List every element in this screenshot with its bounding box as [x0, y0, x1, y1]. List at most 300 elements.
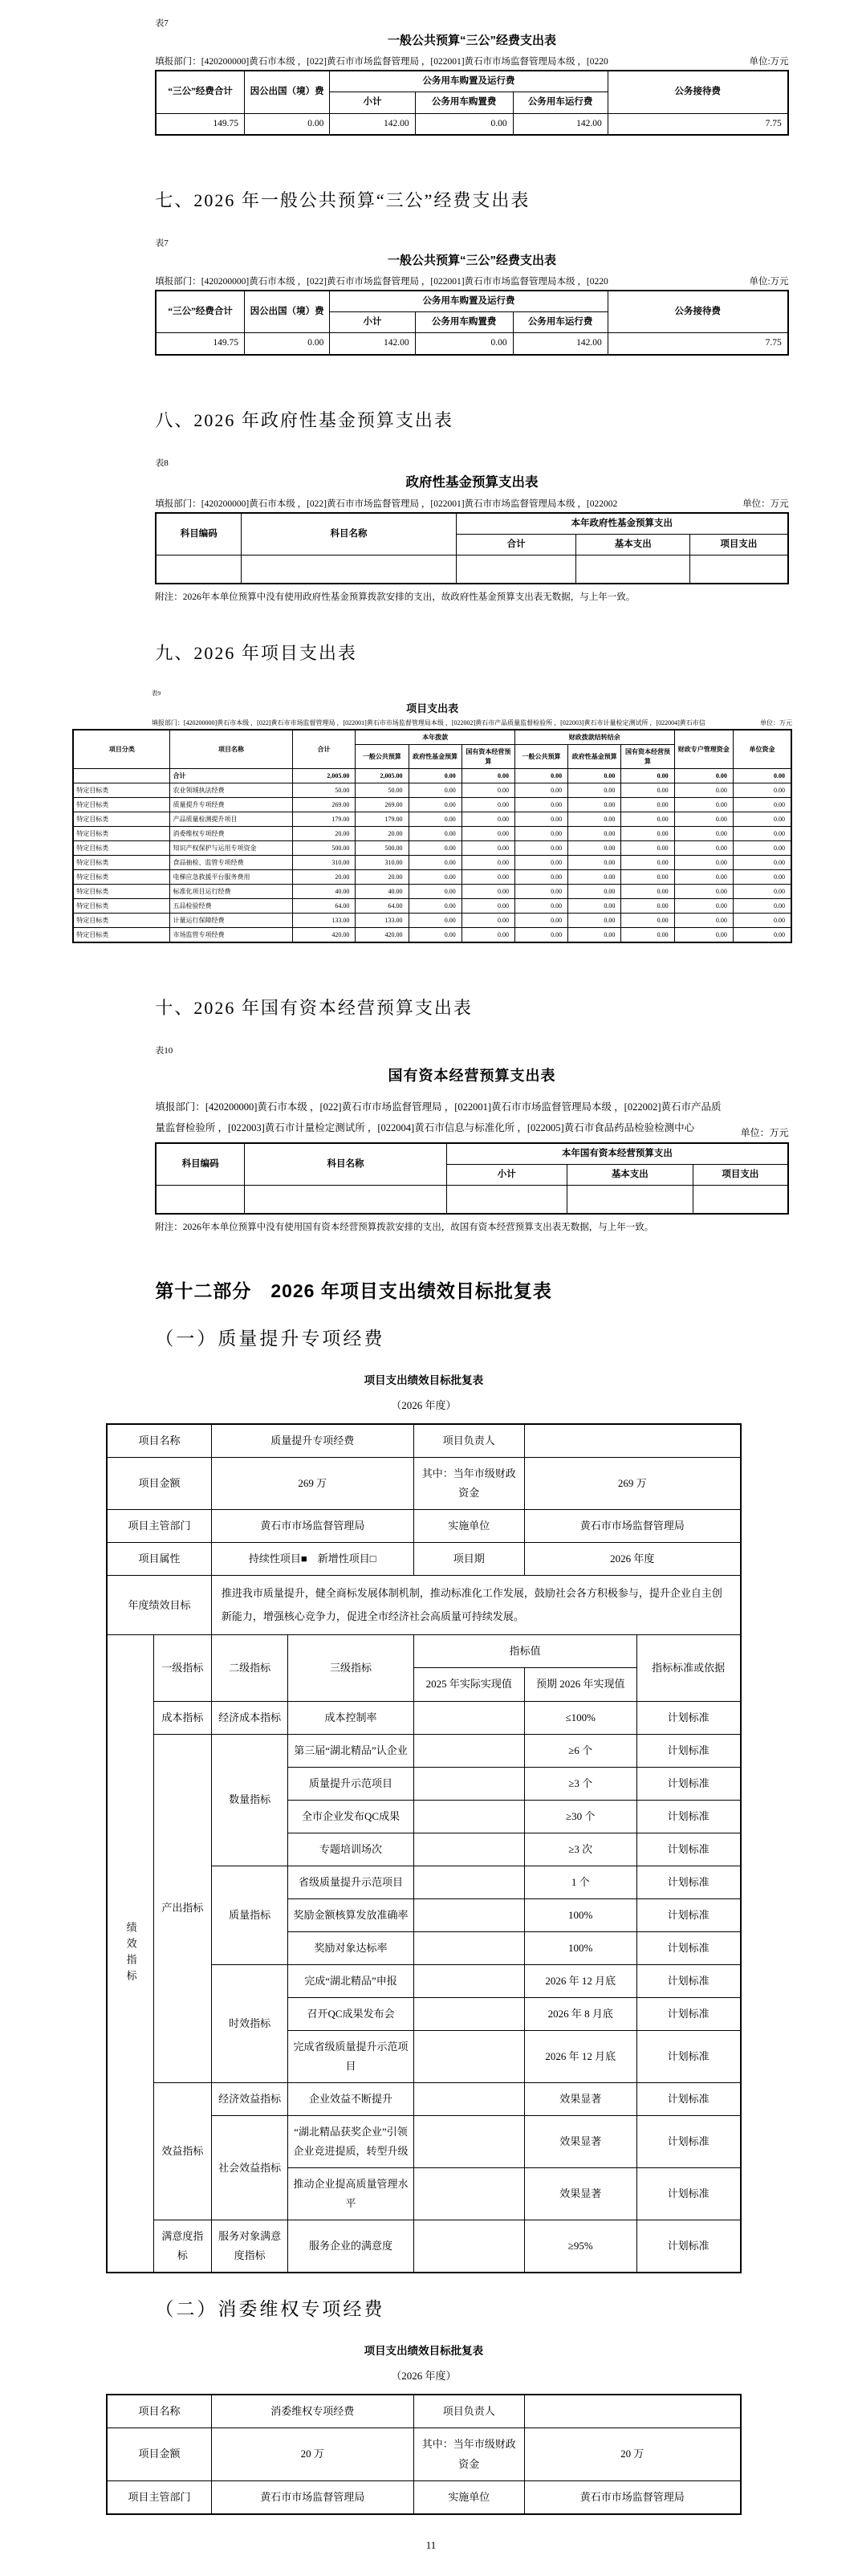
table-cell: 0.00 [514, 928, 567, 943]
section-performance-quality [106, 1371, 742, 2273]
table-cell: 计划标准 [636, 2220, 741, 2273]
table-header-cell: 一般公共预算 [514, 745, 567, 769]
table-cell: 项目属性 [107, 1543, 211, 1576]
table-row [107, 1424, 741, 1458]
table-cell: 0.00 [409, 798, 461, 812]
table-cell: 经济效益指标 [211, 2083, 288, 2116]
table-row [73, 841, 791, 856]
table-cell: 0.00 [733, 899, 791, 914]
table-cell: 消委维权专项经费 [170, 827, 292, 841]
table-cell: 0.00 [461, 928, 514, 943]
table-row [73, 928, 791, 943]
table-cell: 预期 2026 年实现值 [524, 1668, 636, 1701]
table-cell: 计划标准 [636, 1767, 741, 1800]
table10-footnote: 附注：2026年本单位预算中没有使用国有资本经营预算拨款安排的支出，故国有资本经营预算支出表无数据，与上年一致。 [155, 1223, 654, 1232]
table-cell: 持续性项目■ 新增性项目□ [211, 1543, 413, 1576]
table-cell: 0.00 [621, 783, 674, 798]
table-cell: 一级指标 [154, 1635, 212, 1701]
table-cell: 0.00 [674, 914, 733, 928]
table-cell: 三级指标 [288, 1635, 413, 1701]
table-cell: 0.00 [674, 870, 733, 885]
table-cell: 0.00 [461, 870, 514, 885]
table-cell: 50.00 [356, 783, 409, 798]
table-cell: 特定目标类 [73, 812, 170, 827]
unit-label: 单位：万元 [742, 499, 789, 509]
table-cell: 0.00 [621, 870, 674, 885]
table-cell: 0.00 [409, 870, 461, 885]
table-cell: 全市企业发布QC成果 [288, 1800, 413, 1833]
table-header-cell: 政府性基金预算 [409, 745, 461, 769]
table-row [107, 1701, 741, 1734]
table-cell: 0.00 [733, 885, 791, 899]
section-state-capital [155, 1044, 788, 1233]
table-cell: 奖励对象达标率 [288, 1931, 413, 1964]
table-row [107, 1576, 741, 1635]
section-project-expense [72, 689, 792, 943]
table-cell: 142.00 [330, 333, 415, 355]
table-header-cell: 科目名称 [242, 513, 457, 555]
table-cell: 0.00 [621, 827, 674, 841]
table-cell: 0.00 [514, 841, 567, 856]
table-cell: 特定目标类 [73, 914, 170, 928]
table-cell: 产品质量检测提升项目 [170, 812, 292, 827]
table-header-cell: 一般公共预算 [356, 745, 409, 769]
table-cell [156, 1186, 244, 1215]
table-row [156, 71, 787, 92]
heading-section-7: 七、2026 年一般公共预算“三公”经费支出表 [155, 189, 531, 210]
table-cell [413, 1734, 524, 1767]
table-cell: 0.00 [461, 885, 514, 899]
table-header-cell: 小计 [330, 92, 415, 113]
table-row [73, 769, 791, 783]
table-cell: 0.00 [409, 812, 461, 827]
table-cell: 0.00 [409, 899, 461, 914]
table-cell: 64.00 [356, 899, 409, 914]
table-cell [413, 1866, 524, 1898]
table-cell: 0.00 [733, 870, 791, 885]
table-cell [413, 2083, 524, 2116]
table-cell: 特定目标类 [73, 870, 170, 885]
table-cell: 310.00 [356, 856, 409, 870]
table-cell [156, 555, 241, 584]
table7-tag: 表7 [155, 18, 169, 28]
table-row [73, 827, 791, 841]
table-cell: 0.00 [461, 812, 514, 827]
unit-label: 单位：万元 [759, 719, 792, 726]
table-cell: 实施单位 [413, 1510, 524, 1543]
table-cell: 效果显著 [524, 2083, 636, 2116]
table-header-cell: 公务接待费 [608, 291, 787, 333]
table-cell: 成本指标 [154, 1701, 212, 1734]
table-cell: 项目主管部门 [107, 2480, 211, 2514]
dept-line: 填报部门：[420200000]黄石市本级 ，[022]黄石市市场监督管理局 ，[022001]黄石市市场监督管理局本级 ，[022002 [155, 499, 618, 509]
table-cell: 500.00 [356, 841, 409, 856]
table-header-cell: 政府性基金预算 [568, 745, 621, 769]
table-cell: 0.00 [514, 769, 567, 783]
table-header-cell: 本年国有资本经营预算支出 [446, 1143, 787, 1165]
table-cell: 合计 [170, 769, 292, 783]
performance-target-table-quality [106, 1423, 742, 2273]
table-cell: 计划标准 [636, 1734, 741, 1767]
table-cell [413, 1701, 524, 1734]
table-cell: 0.00 [674, 812, 733, 827]
table-row [156, 1186, 787, 1215]
performance-table-year: （2026 年度） [391, 2370, 457, 2383]
table9-tag: 表9 [151, 690, 161, 697]
table-cell: 64.00 [292, 899, 356, 914]
table-header-cell: 本年政府性基金预算支出 [456, 513, 787, 535]
table-cell: 0.00 [568, 885, 621, 899]
table-cell: 0.00 [621, 914, 674, 928]
table-header-cell: 公务用车购置及运行费 [330, 71, 608, 92]
performance-table-title: 项目支出绩效目标批复表 [364, 1374, 484, 1386]
table-cell: 项目负责人 [413, 2395, 524, 2428]
table-cell: 0.00 [461, 798, 514, 812]
table-cell: 2026 年 12 月底 [524, 1964, 636, 1997]
table-cell: 20.00 [356, 870, 409, 885]
table-cell: 0.00 [568, 841, 621, 856]
table-cell: 0.00 [621, 885, 674, 899]
table-cell: 269.00 [356, 798, 409, 812]
table-cell: 0.00 [514, 812, 567, 827]
table-row [73, 914, 791, 928]
heading-section-10: 十、2026 年国有资本经营预算支出表 [155, 998, 473, 1018]
table-cell: 0.00 [409, 928, 461, 943]
table-cell: 500.00 [292, 841, 356, 856]
table-cell: 质量提升示范项目 [288, 1767, 413, 1800]
table-header-cell: 科目编码 [156, 513, 241, 555]
table-cell: 计量运行保障经费 [170, 914, 292, 928]
table-cell: 0.00 [514, 885, 567, 899]
table7-tag: 表7 [155, 238, 169, 248]
table-cell: 0.00 [674, 841, 733, 856]
table-cell: 2026 年 12 月底 [524, 2030, 636, 2082]
table-cell: 7.75 [608, 113, 787, 135]
table-cell: 黄石市市场监督管理局 [524, 2480, 740, 2514]
table-cell: 20 万 [524, 2428, 740, 2480]
table-header-cell: 因公出国（境）费 [245, 71, 330, 113]
table7-title: 一般公共预算“三公”经费支出表 [387, 34, 556, 47]
table-cell: 企业效益不断提升 [288, 2083, 413, 2116]
table-cell [413, 1931, 524, 1964]
performance-target-table-consumer [106, 2394, 742, 2514]
table-header-cell: 合计 [292, 730, 356, 769]
table7-meta [155, 55, 788, 67]
table-row [73, 885, 791, 899]
table-cell: 专题培训场次 [288, 1833, 413, 1866]
table-cell: 黄石市市场监督管理局 [524, 1510, 740, 1543]
table-header-cell: 公务接待费 [608, 71, 787, 113]
table-row [107, 1510, 741, 1543]
page-number: 11 [425, 2538, 437, 2551]
table-cell: 指标值 [413, 1635, 636, 1668]
table-cell: 0.00 [674, 769, 733, 783]
table-cell: 经济成本指标 [211, 1701, 288, 1734]
table-cell: 142.00 [513, 333, 608, 355]
performance-table-year: （2026 年度） [391, 1399, 457, 1411]
table-cell: 0.00 [415, 333, 513, 355]
table-cell: 0.00 [568, 870, 621, 885]
table-cell: 179.00 [356, 812, 409, 827]
table-cell: 0.00 [674, 783, 733, 798]
section-sangong-top [155, 16, 788, 136]
table-cell: 计划标准 [636, 2168, 741, 2220]
table-cell: 0.00 [409, 769, 461, 783]
table-cell: 0.00 [621, 798, 674, 812]
table-header-cell: 公务用车购置费 [415, 312, 513, 333]
table-cell: 项目主管部门 [107, 1510, 211, 1543]
table-header-cell: 项目支出 [693, 1164, 788, 1185]
table-cell: 特定目标类 [73, 841, 170, 856]
table-cell: ≥3 个 [524, 1767, 636, 1800]
table-cell: ≥3 次 [524, 1833, 636, 1866]
heading-section-9: 九、2026 年项目支出表 [155, 643, 357, 663]
table10-tag: 表10 [155, 1046, 173, 1056]
heading-part-12: 第十二部分 2026 年项目支出绩效目标批复表 [155, 1280, 552, 1301]
table-row [73, 899, 791, 914]
table-row [107, 2395, 741, 2428]
table-row [156, 555, 787, 584]
table-cell: 40.00 [292, 885, 356, 899]
table-cell [413, 2220, 524, 2273]
table-cell: 效益指标 [154, 2083, 212, 2220]
table-cell: 0.00 [568, 827, 621, 841]
unit-label: 单位：万元 [740, 1126, 789, 1138]
table-cell [413, 1800, 524, 1833]
table-cell: 269 万 [524, 1458, 740, 1510]
table-cell [456, 555, 576, 584]
table-row [156, 113, 787, 135]
table-cell: 其中：当年市级财政资金 [413, 2428, 524, 2480]
table-header-cell: 公务用车购置费 [415, 92, 513, 113]
table-cell: 计划标准 [636, 1964, 741, 1997]
section-sangong [155, 236, 788, 356]
table-header-cell: 小计 [330, 312, 415, 333]
table-cell: 产出指标 [154, 1734, 212, 2083]
table7-meta [155, 275, 788, 287]
table-cell [73, 769, 170, 783]
table7-title: 一般公共预算“三公”经费支出表 [387, 253, 556, 267]
table-cell [413, 1964, 524, 1997]
table-cell: 0.00 [245, 113, 330, 135]
table-cell: ≥95% [524, 2220, 636, 2273]
table-cell [413, 2030, 524, 2082]
table-cell: 实施单位 [413, 2480, 524, 2514]
table-cell: 0.00 [568, 783, 621, 798]
table10-meta [155, 1097, 788, 1139]
table-cell: 133.00 [356, 914, 409, 928]
table-cell: ≤100% [524, 1701, 636, 1734]
table-cell: 0.00 [733, 856, 791, 870]
table-header-cell: 国有资本经营预算 [461, 745, 514, 769]
table8-title: 政府性基金预算支出表 [405, 474, 539, 490]
table-header-cell: 国有资本经营预算 [621, 745, 674, 769]
dept-line: 填报部门：[420200000]黄石市本级 ，[022]黄石市市场监督管理局 ，[022001]黄石市市场监督管理局本级 ，[022002]黄石市产品质量监督检验所 ，[022003]黄石市计量检定测试所 ，[022004]黄石市信 [151, 719, 705, 726]
table-cell: 0.00 [674, 827, 733, 841]
state-capital-budget-table-grid [155, 1142, 788, 1215]
table-cell: 0.00 [409, 856, 461, 870]
table-cell: 计划标准 [636, 1898, 741, 1931]
table-cell: 满意度指标 [154, 2220, 212, 2273]
section-govfund [155, 456, 788, 604]
table-cell: 149.75 [156, 113, 244, 135]
table-cell: 计划标准 [636, 1931, 741, 1964]
dept-line: 填报部门：[420200000]黄石市本级 ，[022]黄石市市场监督管理局 ，[022001]黄石市市场监督管理局本级 ，[022002]黄石市产品质量监督检验所 ，[022003]黄石市计量检定测试所 ，[022004]黄石市信息与标准化所 ，[022005]黄石市食品药品检验检测中心 [155, 1101, 722, 1134]
table-cell: 0.00 [409, 885, 461, 899]
table-cell: 0.00 [674, 899, 733, 914]
table-cell: 电梯应急救援平台服务费用 [170, 870, 292, 885]
table-cell: 0.00 [621, 812, 674, 827]
table-cell: 0.00 [514, 856, 567, 870]
table-cell [693, 1186, 788, 1215]
table-row [73, 870, 791, 885]
table-cell: 0.00 [621, 899, 674, 914]
table-cell: 项目名称 [107, 1424, 211, 1458]
sangong-expense-table-grid [155, 70, 788, 136]
table-row [107, 1635, 741, 1668]
table9-meta [72, 718, 792, 727]
table-cell: 20 万 [211, 2428, 413, 2480]
table-cell: 420.00 [292, 928, 356, 943]
sangong-expense-table [155, 290, 788, 356]
table-cell: 2026 年度 [524, 1543, 740, 1576]
table-cell: 计划标准 [636, 1997, 741, 2030]
table-cell: 50.00 [292, 783, 356, 798]
table-header-cell: 小计 [446, 1164, 567, 1185]
table-cell: 市场监管专项经费 [170, 928, 292, 943]
sangong-expense-table [155, 70, 788, 136]
table-cell: 消委维权专项经费 [211, 2395, 413, 2428]
project-expense-table-grid [72, 729, 792, 943]
table-cell: 0.00 [514, 870, 567, 885]
table-cell: 0.00 [461, 841, 514, 856]
table-cell: 0.00 [674, 885, 733, 899]
table-cell [413, 1898, 524, 1931]
table-cell: 计划标准 [636, 1701, 741, 1734]
table-cell [446, 1186, 567, 1215]
table-header-cell: “三公”经费合计 [156, 71, 244, 113]
table-cell [413, 2168, 524, 2220]
table-cell: 其中：当年市级财政资金 [413, 1458, 524, 1510]
table-cell: 1 个 [524, 1866, 636, 1898]
table-header-cell: 单位资金 [733, 730, 791, 769]
table-cell: 0.00 [245, 333, 330, 355]
table-cell [242, 555, 457, 584]
table-cell: 食品抽检、监管专项经费 [170, 856, 292, 870]
table-row [156, 1143, 787, 1165]
table-header-cell: 本年拨款 [356, 730, 515, 745]
table-cell: 数量指标 [211, 1734, 288, 1866]
table-cell: 指标标准或依据 [636, 1635, 741, 1701]
table-cell: 特定目标类 [73, 798, 170, 812]
table-cell: 黄石市市场监督管理局 [211, 2480, 413, 2514]
table-cell: 0.00 [733, 914, 791, 928]
table-cell: 计划标准 [636, 2083, 741, 2116]
table-cell: 0.00 [674, 856, 733, 870]
table-cell: 二级指标 [211, 1635, 288, 1701]
table-cell: 0.00 [621, 928, 674, 943]
table-cell: 标准化项目运行经费 [170, 885, 292, 899]
table-cell: ≥6 个 [524, 1734, 636, 1767]
table-cell: 召开QC成果发布会 [288, 1997, 413, 2030]
table-row [156, 333, 787, 355]
table-row [73, 798, 791, 812]
table-cell: 0.00 [461, 899, 514, 914]
table-cell: 100% [524, 1898, 636, 1931]
table-cell: 0.00 [674, 798, 733, 812]
table-header-cell: 因公出国（境）费 [245, 291, 330, 333]
table-cell: 完成“湖北精品”申报 [288, 1964, 413, 1997]
table-cell: 0.00 [409, 783, 461, 798]
table-cell: 0.00 [733, 798, 791, 812]
table-cell: 133.00 [292, 914, 356, 928]
table-row [107, 1458, 741, 1510]
table-cell [524, 1424, 740, 1458]
table-cell [245, 1186, 447, 1215]
table-row [107, 1734, 741, 1767]
table-cell: 0.00 [409, 914, 461, 928]
table-cell: 2025 年实际实现值 [413, 1668, 524, 1701]
table-cell: “湖北精品获奖企业”引领企业竞进提质，转型升级 [288, 2116, 413, 2168]
table-cell: 0.00 [409, 827, 461, 841]
table-header-cell: 科目名称 [245, 1143, 447, 1186]
table-cell: 20.00 [356, 827, 409, 841]
table-cell [413, 2116, 524, 2168]
table-cell [413, 1997, 524, 2030]
table-cell: 服务企业的满意度 [288, 2220, 413, 2273]
section-performance-consumer [106, 2342, 742, 2514]
table-cell: 第三届“湖北精品”认企业 [288, 1734, 413, 1767]
table-cell: 0.00 [461, 769, 514, 783]
table-cell: 特定目标类 [73, 899, 170, 914]
table-cell: 特定目标类 [73, 827, 170, 841]
table-cell: 绩效指标 [107, 1635, 153, 2273]
table-cell: 0.00 [674, 928, 733, 943]
unit-label: 单位:万元 [749, 57, 789, 67]
table-cell: 推动企业提高质量管理水平 [288, 2168, 413, 2220]
table-cell: 0.00 [409, 841, 461, 856]
dept-line: 填报部门：[420200000]黄石市本级 ，[022]黄石市市场监督管理局 ，[022001]黄石市市场监督管理局本级 ，[0220 [155, 276, 608, 287]
table-cell: 年度绩效目标 [107, 1576, 211, 1635]
table-row [107, 2480, 741, 2514]
table-cell: 0.00 [568, 928, 621, 943]
table-header-cell: 财政专户管理资金 [674, 730, 733, 769]
table-cell: 项目名称 [107, 2395, 211, 2428]
table-cell: 2026 年 8 月底 [524, 1997, 636, 2030]
table-cell: 计划标准 [636, 1800, 741, 1833]
table-cell: 0.00 [415, 113, 513, 135]
govfund-budget-table [155, 512, 788, 585]
table-cell: 20.00 [292, 827, 356, 841]
table-header-cell: 科目编码 [156, 1143, 244, 1186]
table-cell [413, 1833, 524, 1866]
table-cell: 2,005.00 [356, 769, 409, 783]
table-cell: 269 万 [211, 1458, 413, 1510]
table-cell: 0.00 [461, 827, 514, 841]
heading-sub-2: （二）消委维权专项经费 [155, 2299, 385, 2320]
table-cell: 服务对象满意度指标 [211, 2220, 288, 2273]
govfund-budget-table-grid [155, 512, 788, 585]
table-row [107, 2428, 741, 2480]
table-cell [567, 1186, 693, 1215]
table-cell: 0.00 [568, 798, 621, 812]
table-cell: 完成省级质量提升示范项目 [288, 2030, 413, 2082]
table-cell: 效果显著 [524, 2168, 636, 2220]
table-cell: 农业领域执法经费 [170, 783, 292, 798]
table-cell: 310.00 [292, 856, 356, 870]
table-cell: 142.00 [330, 113, 415, 135]
table10-title: 国有资本经营预算支出表 [388, 1068, 556, 1084]
